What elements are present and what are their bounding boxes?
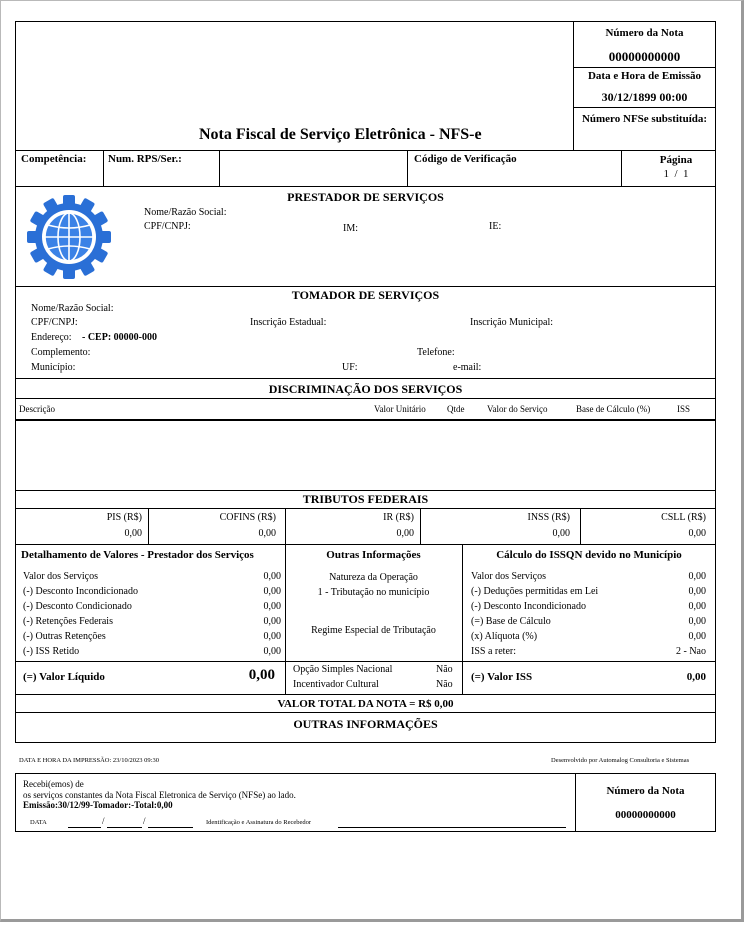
valor-liquido-label: (=) Valor Líquido [23, 671, 105, 683]
competencia-label: Competência: [21, 153, 87, 165]
recibo-divider [575, 773, 576, 832]
outras-informacoes-title: OUTRAS INFORMAÇÕES [293, 717, 438, 731]
numero-nota-value: 00000000000 [608, 49, 681, 64]
tributos-divider-1 [148, 508, 149, 544]
col-iss: ISS [677, 404, 691, 414]
tomador-email-label: e-mail: [453, 362, 482, 373]
row-label: ISS a reter: [471, 646, 516, 657]
tomador-cep: - CEP: 00000-000 [82, 332, 157, 343]
discriminacao-header-bottom [15, 419, 716, 421]
tomador-ie-label: Inscrição Estadual: [250, 317, 327, 328]
row-value: 0,00 [263, 571, 281, 582]
totals-top [15, 694, 716, 695]
valor-liquido-value: 0,00 [248, 667, 275, 683]
recibo-numero-value: 00000000000 [615, 809, 676, 821]
row-label: (-) Retenções Federais [23, 616, 113, 627]
tomador-nome-label: Nome/Razão Social: [31, 303, 114, 314]
row-label: Valor dos Serviços [471, 571, 546, 582]
issqn-row [471, 571, 706, 586]
recibo-numero-label: Número da Nota [606, 785, 685, 797]
row-value: 0,00 [688, 616, 706, 627]
detalhamento-row [23, 646, 281, 661]
tomador-section-title: TOMADOR DE SERVIÇOS [291, 288, 440, 302]
cofins-label: COFINS (R$) [219, 512, 276, 523]
tributos-divider-4 [580, 508, 581, 544]
outras-sep [285, 661, 462, 662]
info-row-top [15, 150, 716, 151]
prestador-cpf-label: CPF/CNPJ: [144, 221, 191, 232]
row-label: (x) Alíquota (%) [471, 631, 538, 642]
tributos-divider-3 [420, 508, 421, 544]
issqn-row [471, 631, 706, 646]
info-divider-3 [407, 150, 408, 186]
detalhamento-row [23, 571, 281, 586]
issqn-row [471, 601, 706, 616]
detalhamento-row [23, 586, 281, 601]
recibo-date-year-line [148, 827, 193, 828]
csll-label: CSLL (R$) [661, 512, 706, 523]
row-value: 0,00 [263, 616, 281, 627]
detalhamento-row [23, 616, 281, 631]
detail-divider-1 [285, 544, 286, 694]
row-value: 0,00 [263, 646, 281, 657]
row-label: Valor dos Serviços [23, 571, 98, 582]
data-emissao-value: 30/12/1899 00:00 [601, 90, 688, 104]
detail-divider-2 [462, 544, 463, 694]
prestador-nome-label: Nome/Razão Social: [144, 207, 227, 218]
tomador-telefone-label: Telefone: [417, 347, 455, 358]
row-label: (-) Deduções permitidas em Lei [471, 586, 599, 597]
row-value: 0,00 [263, 631, 281, 642]
ir-label: IR (R$) [383, 512, 414, 523]
discriminacao-section-title: DISCRIMINAÇÃO DOS SERVIÇOS [268, 382, 463, 396]
incentivador-value: Não [436, 679, 453, 690]
totals-sep [15, 712, 716, 713]
row-label: (-) Outras Retenções [23, 631, 106, 642]
globe-gear-icon [25, 194, 113, 280]
inss-label: INSS (R$) [527, 512, 570, 523]
col-base-calculo: Base de Cálculo (%) [576, 404, 651, 414]
col-qtde: Qtde [447, 404, 465, 414]
regime-label: Regime Especial de Tributação [311, 625, 436, 636]
valor-total: VALOR TOTAL DA NOTA = R$ 0,00 [277, 698, 454, 710]
simples-value: Não [436, 664, 453, 675]
outras-title: Outras Informações [326, 549, 421, 561]
simples-label: Opção Simples Nacional [293, 664, 393, 675]
issqn-rows [471, 571, 706, 661]
numero-nota-label: Número da Nota [605, 27, 684, 39]
header-sep-2 [573, 107, 716, 108]
tomador-im-label: Inscrição Municipal: [470, 317, 554, 328]
col-descricao: Descrição [19, 404, 55, 414]
desenvolvido-por: Desenvolvido por Automalog Consultoria e Sistemas [551, 757, 690, 764]
detalhamento-sep [15, 661, 285, 662]
issqn-row [471, 646, 706, 661]
tomador-cpf-label: CPF/CNPJ: [31, 317, 78, 328]
prestador-bottom [15, 286, 716, 287]
prestador-section-title: PRESTADOR DE SERVIÇOS [287, 190, 444, 204]
natureza-value: 1 - Tributação no município [317, 587, 430, 598]
tomador-endereco-label: Endereço: [31, 332, 72, 343]
issqn-title: Cálculo do ISSQN devido no Município [496, 549, 682, 561]
detalhamento-rows [23, 571, 281, 661]
info-row-bottom [15, 186, 716, 187]
row-label: (-) ISS Retido [23, 646, 80, 657]
row-value: 0,00 [688, 586, 706, 597]
row-value: 0,00 [263, 586, 281, 597]
recibo-assinatura-label: Identificação e Assinatura do Recebedor [206, 819, 312, 826]
row-label: (-) Desconto Condicionado [23, 601, 132, 612]
row-value: 0,00 [263, 601, 281, 612]
nfse-substituida-label: Número NFSe substituída: [581, 113, 708, 125]
row-value: 0,00 [688, 631, 706, 642]
pis-value: 0,00 [124, 528, 142, 539]
natureza-label: Natureza da Operação [329, 572, 418, 583]
ir-value: 0,00 [396, 528, 414, 539]
row-value: 0,00 [688, 571, 706, 582]
tomador-complemento-label: Complemento: [31, 347, 91, 358]
data-emissao-label: Data e Hora de Emissão [587, 70, 702, 82]
col-valor-unitario: Valor Unitário [374, 404, 426, 414]
incentivador-label: Incentivador Cultural [293, 679, 379, 690]
csll-value: 0,00 [688, 528, 706, 539]
recibo-line-1: Recebi(emos) de [23, 779, 84, 789]
issqn-row [471, 616, 706, 631]
tributos-bottom [15, 544, 716, 545]
issqn-sep [462, 661, 716, 662]
detalhamento-row [23, 601, 281, 616]
row-value: 0,00 [688, 601, 706, 612]
pagina-value: 1 / 1 [663, 168, 689, 180]
tributos-divider-2 [285, 508, 286, 544]
discriminacao-sep [15, 398, 716, 399]
discriminacao-bottom [15, 490, 716, 491]
prestador-ie-label: IE: [489, 221, 502, 232]
header-divider [573, 21, 574, 150]
recibo-slash-2: / [143, 816, 146, 826]
data-impressao: DATA E HORA DA IMPRESSÃO: 23/10/2023 09:30 [19, 757, 159, 764]
tributos-section-title: TRIBUTOS FEDERAIS [302, 492, 429, 506]
header-sep-1 [573, 67, 716, 68]
recibo-date-month-line [107, 827, 142, 828]
valor-iss-label: (=) Valor ISS [471, 671, 533, 683]
inss-value: 0,00 [552, 528, 570, 539]
detalhamento-row [23, 631, 281, 646]
info-divider-2 [219, 150, 220, 186]
recibo-line-3: Emissão:30/12/99-Tomador:-Total:0,00 [23, 800, 173, 810]
recibo-data-label: DATA [30, 819, 47, 826]
issqn-row [471, 586, 706, 601]
pagina-label: Página [659, 154, 693, 166]
tomador-municipio-label: Município: [31, 362, 76, 373]
cofins-value: 0,00 [258, 528, 276, 539]
pis-label: PIS (R$) [106, 512, 142, 523]
tributos-sep [15, 508, 716, 509]
row-label: (-) Desconto Incondicionado [471, 601, 586, 612]
document-title: Nota Fiscal de Serviço Eletrônica - NFS-e [199, 126, 482, 143]
recibo-assinatura-line [338, 827, 566, 828]
recibo-line-2: os serviços constantes da Nota Fiscal Eletronica de Serviço (NFSe) ao lado. [23, 790, 296, 800]
info-divider-1 [103, 150, 104, 186]
row-label: (=) Base de Cálculo [471, 616, 551, 627]
codigo-verificacao-label: Código de Verificação [414, 153, 517, 165]
rps-label: Num. RPS/Ser.: [108, 153, 182, 165]
row-label: (-) Desconto Incondicionado [23, 586, 138, 597]
detalhamento-title: Detalhamento de Valores - Prestador dos Serviços [21, 549, 254, 561]
row-value: 2 - Nao [676, 646, 706, 657]
recibo-date-day-line [68, 827, 101, 828]
recibo-slash-1: / [102, 816, 105, 826]
col-valor-servico: Valor do Serviço [487, 404, 548, 414]
tomador-uf-label: UF: [342, 362, 358, 373]
valor-iss-value: 0,00 [686, 671, 706, 683]
prestador-im-label: IM: [343, 223, 358, 234]
tomador-bottom [15, 378, 716, 379]
